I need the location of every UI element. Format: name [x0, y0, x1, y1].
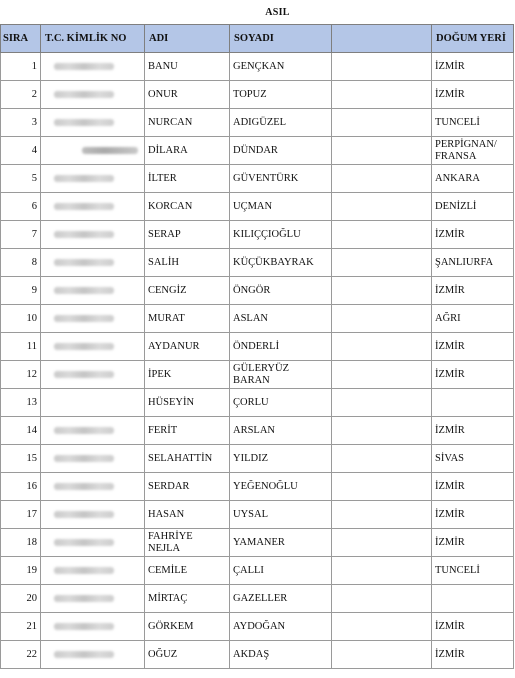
cell-tc-redacted: [41, 529, 145, 557]
redaction-blur: [54, 623, 114, 630]
redaction-blur: [54, 651, 114, 658]
cell-empty: [332, 277, 432, 305]
cell-soyadi: ASLAN: [230, 305, 332, 333]
table-row: [1, 585, 514, 613]
cell-adi: FERİT: [145, 417, 230, 445]
cell-dogum-yeri: İZMİR: [432, 81, 514, 109]
cell-empty: [332, 585, 432, 613]
cell-sira: 5: [1, 165, 41, 193]
cell-empty: [332, 557, 432, 585]
header-empty: [332, 25, 432, 53]
cell-adi: SERAP: [145, 221, 230, 249]
redaction-blur: [54, 315, 114, 322]
cell-empty: [332, 165, 432, 193]
cell-adi: İPEK: [145, 361, 230, 389]
cell-soyadi: ÖNDERLİ: [230, 333, 332, 361]
cell-dogum-yeri: TUNCELİ: [432, 109, 514, 137]
cell-tc-redacted: [41, 473, 145, 501]
cell-sira: 22: [1, 641, 41, 669]
cell-adi: SERDAR: [145, 473, 230, 501]
cell-tc-redacted: [41, 389, 145, 417]
cell-dogum-yeri: PERPİGNAN/ FRANSA: [432, 137, 514, 165]
cell-dogum-yeri: AĞRI: [432, 305, 514, 333]
cell-dogum-yeri: İZMİR: [432, 333, 514, 361]
cell-dogum-yeri: İZMİR: [432, 221, 514, 249]
cell-dogum-yeri: İZMİR: [432, 473, 514, 501]
table-row: [1, 81, 514, 109]
redaction-blur: [54, 259, 114, 266]
cell-soyadi: ARSLAN: [230, 417, 332, 445]
redaction-blur: [54, 203, 114, 210]
header-dogum-yeri: DOĞUM YERİ: [432, 25, 514, 53]
cell-tc-redacted: [41, 361, 145, 389]
cell-dogum-yeri: İZMİR: [432, 361, 514, 389]
cell-empty: [332, 193, 432, 221]
bottom-strip: [0, 669, 515, 678]
cell-tc-redacted: [41, 557, 145, 585]
cell-sira: 16: [1, 473, 41, 501]
cell-tc-redacted: [41, 137, 145, 165]
cell-soyadi: YILDIZ: [230, 445, 332, 473]
cell-tc-redacted: [41, 333, 145, 361]
header-sira: SIRA: [1, 25, 41, 53]
cell-tc-redacted: [41, 53, 145, 81]
cell-empty: [332, 529, 432, 557]
cell-tc-redacted: [41, 641, 145, 669]
cell-soyadi: AKDAŞ: [230, 641, 332, 669]
header-row: [1, 25, 514, 53]
table-row: [1, 473, 514, 501]
cell-tc-redacted: [41, 81, 145, 109]
cell-soyadi: YEĞENOĞLU: [230, 473, 332, 501]
cell-tc-redacted: [41, 613, 145, 641]
table-row: [1, 557, 514, 585]
table-row: [1, 529, 514, 557]
cell-adi: HÜSEYİN: [145, 389, 230, 417]
cell-tc-redacted: [41, 277, 145, 305]
cell-tc-redacted: [41, 417, 145, 445]
table-row: [1, 641, 514, 669]
cell-sira: 3: [1, 109, 41, 137]
cell-empty: [332, 389, 432, 417]
redaction-blur: [54, 455, 114, 462]
header-soyadi: SOYADI: [230, 25, 332, 53]
redaction-blur: [54, 63, 114, 70]
candidate-table: [0, 24, 514, 669]
cell-soyadi: GÜLERYÜZ BARAN: [230, 361, 332, 389]
cell-tc-redacted: [41, 501, 145, 529]
redaction-blur: [54, 371, 114, 378]
table-row: [1, 613, 514, 641]
cell-adi: MURAT: [145, 305, 230, 333]
cell-adi: AYDANUR: [145, 333, 230, 361]
cell-sira: 8: [1, 249, 41, 277]
table-row: [1, 109, 514, 137]
cell-sira: 1: [1, 53, 41, 81]
cell-adi: MİRTAÇ: [145, 585, 230, 613]
cell-dogum-yeri: TUNCELİ: [432, 557, 514, 585]
cell-empty: [332, 53, 432, 81]
cell-adi: İLTER: [145, 165, 230, 193]
cell-empty: [332, 473, 432, 501]
cell-dogum-yeri: İZMİR: [432, 613, 514, 641]
table-row: [1, 361, 514, 389]
cell-empty: [332, 305, 432, 333]
cell-adi: CENGİZ: [145, 277, 230, 305]
cell-sira: 10: [1, 305, 41, 333]
table-row: [1, 193, 514, 221]
table-row: [1, 165, 514, 193]
cell-dogum-yeri: [432, 585, 514, 613]
redaction-blur: [54, 231, 114, 238]
cell-sira: 13: [1, 389, 41, 417]
cell-sira: 17: [1, 501, 41, 529]
cell-adi: SALİH: [145, 249, 230, 277]
cell-soyadi: KILIÇÇIOĞLU: [230, 221, 332, 249]
table-row: [1, 305, 514, 333]
cell-dogum-yeri: İZMİR: [432, 417, 514, 445]
table-row: [1, 501, 514, 529]
header-adi: ADI: [145, 25, 230, 53]
cell-soyadi: YAMANER: [230, 529, 332, 557]
cell-soyadi: KÜÇÜKBAYRAK: [230, 249, 332, 277]
cell-adi: HASAN: [145, 501, 230, 529]
cell-adi: BANU: [145, 53, 230, 81]
cell-soyadi: TOPUZ: [230, 81, 332, 109]
cell-adi: NURCAN: [145, 109, 230, 137]
cell-dogum-yeri: ANKARA: [432, 165, 514, 193]
cell-soyadi: DÜNDAR: [230, 137, 332, 165]
table-row: [1, 53, 514, 81]
cell-soyadi: ÖNGÖR: [230, 277, 332, 305]
table-row: [1, 249, 514, 277]
cell-soyadi: ÇALLI: [230, 557, 332, 585]
cell-soyadi: ADIGÜZEL: [230, 109, 332, 137]
table-row: [1, 221, 514, 249]
cell-dogum-yeri: İZMİR: [432, 53, 514, 81]
cell-adi: DİLARA: [145, 137, 230, 165]
cell-sira: 12: [1, 361, 41, 389]
cell-dogum-yeri: DENİZLİ: [432, 193, 514, 221]
cell-sira: 15: [1, 445, 41, 473]
cell-sira: 6: [1, 193, 41, 221]
cell-empty: [332, 109, 432, 137]
redaction-blur: [54, 91, 114, 98]
table-row: [1, 445, 514, 473]
cell-sira: 19: [1, 557, 41, 585]
redaction-blur: [54, 175, 114, 182]
cell-tc-redacted: [41, 445, 145, 473]
cell-dogum-yeri: SİVAS: [432, 445, 514, 473]
cell-soyadi: GÜVENTÜRK: [230, 165, 332, 193]
cell-soyadi: AYDOĞAN: [230, 613, 332, 641]
cell-soyadi: UÇMAN: [230, 193, 332, 221]
cell-dogum-yeri: İZMİR: [432, 641, 514, 669]
table-body: [1, 53, 514, 669]
cell-tc-redacted: [41, 249, 145, 277]
cell-dogum-yeri: İZMİR: [432, 277, 514, 305]
redaction-blur: [54, 343, 114, 350]
redaction-blur: [54, 483, 114, 490]
cell-dogum-yeri: İZMİR: [432, 501, 514, 529]
redaction-blur: [54, 427, 114, 434]
redaction-blur: [82, 147, 138, 154]
cell-empty: [332, 417, 432, 445]
redaction-blur: [54, 287, 114, 294]
cell-dogum-yeri: İZMİR: [432, 529, 514, 557]
cell-adi: FAHRİYE NEJLA: [145, 529, 230, 557]
cell-sira: 18: [1, 529, 41, 557]
cell-adi: CEMİLE: [145, 557, 230, 585]
redaction-blur: [54, 511, 114, 518]
cell-sira: 2: [1, 81, 41, 109]
cell-sira: 20: [1, 585, 41, 613]
cell-sira: 9: [1, 277, 41, 305]
cell-tc-redacted: [41, 585, 145, 613]
redaction-blur: [54, 539, 114, 546]
cell-tc-redacted: [41, 221, 145, 249]
cell-tc-redacted: [41, 193, 145, 221]
table-row: [1, 417, 514, 445]
cell-sira: 21: [1, 613, 41, 641]
cell-dogum-yeri: ŞANLIURFA: [432, 249, 514, 277]
cell-empty: [332, 137, 432, 165]
table-row: [1, 137, 514, 165]
cell-empty: [332, 333, 432, 361]
cell-soyadi: GAZELLER: [230, 585, 332, 613]
cell-dogum-yeri: [432, 389, 514, 417]
cell-empty: [332, 361, 432, 389]
cell-sira: 14: [1, 417, 41, 445]
cell-adi: OĞUZ: [145, 641, 230, 669]
cell-soyadi: UYSAL: [230, 501, 332, 529]
cell-empty: [332, 445, 432, 473]
redaction-blur: [54, 595, 114, 602]
cell-sira: 7: [1, 221, 41, 249]
redaction-blur: [54, 567, 114, 574]
header-tc-kimlik-no: T.C. KİMLİK NO: [41, 25, 145, 53]
cell-sira: 11: [1, 333, 41, 361]
cell-adi: ONUR: [145, 81, 230, 109]
cell-empty: [332, 641, 432, 669]
cell-adi: KORCAN: [145, 193, 230, 221]
cell-empty: [332, 249, 432, 277]
table-row: [1, 389, 514, 417]
cell-soyadi: GENÇKAN: [230, 53, 332, 81]
cell-tc-redacted: [41, 165, 145, 193]
cell-adi: SELAHATTİN: [145, 445, 230, 473]
cell-empty: [332, 501, 432, 529]
redaction-blur: [54, 119, 114, 126]
cell-adi: GÖRKEM: [145, 613, 230, 641]
table-row: [1, 277, 514, 305]
cell-empty: [332, 81, 432, 109]
cell-sira: 4: [1, 137, 41, 165]
cell-soyadi: ÇORLU: [230, 389, 332, 417]
cell-empty: [332, 613, 432, 641]
cell-empty: [332, 221, 432, 249]
cell-tc-redacted: [41, 109, 145, 137]
table-row: [1, 333, 514, 361]
table-caption: ASIL: [265, 6, 290, 18]
cell-tc-redacted: [41, 305, 145, 333]
